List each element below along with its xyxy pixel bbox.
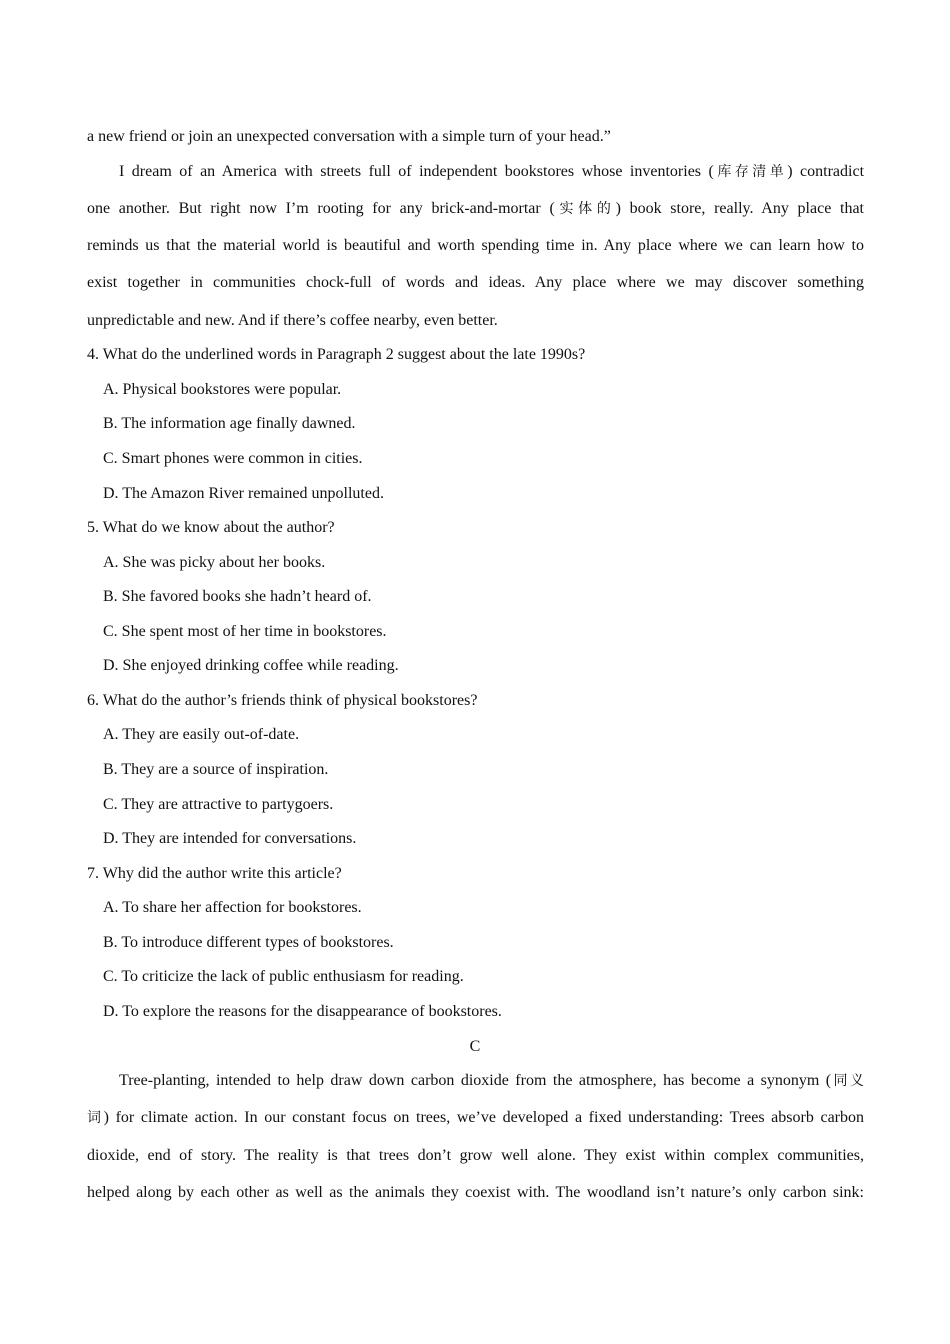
question-4-option-b: B. The information age finally dawned.	[103, 415, 356, 432]
section-c-line-1: Tree-planting, intended to help draw down carbon dioxide from the atmosphere, has become a synonym (同义	[119, 1072, 864, 1089]
question-6-option-d: D. They are intended for conversations.	[103, 830, 357, 847]
section-c-line-4: helped along by each other as well as the animals they coexist with. The woodland isn’t nature’s only carbon sink:	[87, 1184, 864, 1201]
paragraph-dream-line-5: unpredictable and new. And if there’s coffee nearby, even better.	[87, 312, 498, 329]
section-c-heading: C	[469, 1038, 481, 1055]
question-6-option-b: B. They are a source of inspiration.	[103, 761, 329, 778]
paragraph-line: a new friend or join an unexpected conversation with a simple turn of your head.”	[87, 128, 611, 145]
paragraph-dream-line-3: reminds us that the material world is beautiful and worth spending time in. Any place where we can learn how to	[87, 237, 864, 254]
question-7-option-d: D. To explore the reasons for the disappearance of bookstores.	[103, 1003, 502, 1020]
question-7-option-a: A. To share her affection for bookstores.	[103, 899, 362, 916]
question-6-stem: 6. What do the author’s friends think of physical bookstores?	[87, 692, 478, 709]
question-6-option-a: A. They are easily out-of-date.	[103, 726, 300, 743]
question-5-option-b: B. She favored books she hadn’t heard of.	[103, 588, 372, 605]
paragraph-dream-line-4: exist together in communities chock-full of words and ideas. Any place where we may discover something	[87, 274, 864, 291]
paragraph-dream-line-1: I dream of an America with streets full of independent bookstores whose inventories (库存清单) contradict	[119, 163, 864, 180]
question-5-option-c: C. She spent most of her time in bookstores.	[103, 623, 387, 640]
question-5-option-a: A. She was picky about her books.	[103, 554, 326, 571]
question-4-stem: 4. What do the underlined words in Paragraph 2 suggest about the late 1990s?	[87, 346, 586, 363]
question-5-option-d: D. She enjoyed drinking coffee while reading.	[103, 657, 399, 674]
paragraph-dream-line-2: one another. But right now I’m rooting for any brick-and-mortar (实体的) book store, really. Any place that	[87, 200, 864, 217]
question-4-option-d: D. The Amazon River remained unpolluted.	[103, 485, 384, 502]
question-7-option-b: B. To introduce different types of bookstores.	[103, 934, 394, 951]
question-4-option-c: C. Smart phones were common in cities.	[103, 450, 363, 467]
section-c-line-2: 词) for climate action. In our constant focus on trees, we’ve developed a fixed understanding: Trees absorb carbon	[87, 1109, 864, 1126]
question-7-stem: 7. Why did the author write this article?	[87, 865, 342, 882]
question-7-option-c: C. To criticize the lack of public enthusiasm for reading.	[103, 968, 464, 985]
question-6-option-c: C. They are attractive to partygoers.	[103, 796, 334, 813]
section-c-line-3: dioxide, end of story. The reality is that trees don’t grow well alone. They exist within complex communities,	[87, 1147, 864, 1164]
question-5-stem: 5. What do we know about the author?	[87, 519, 335, 536]
question-4-option-a: A. Physical bookstores were popular.	[103, 381, 342, 398]
